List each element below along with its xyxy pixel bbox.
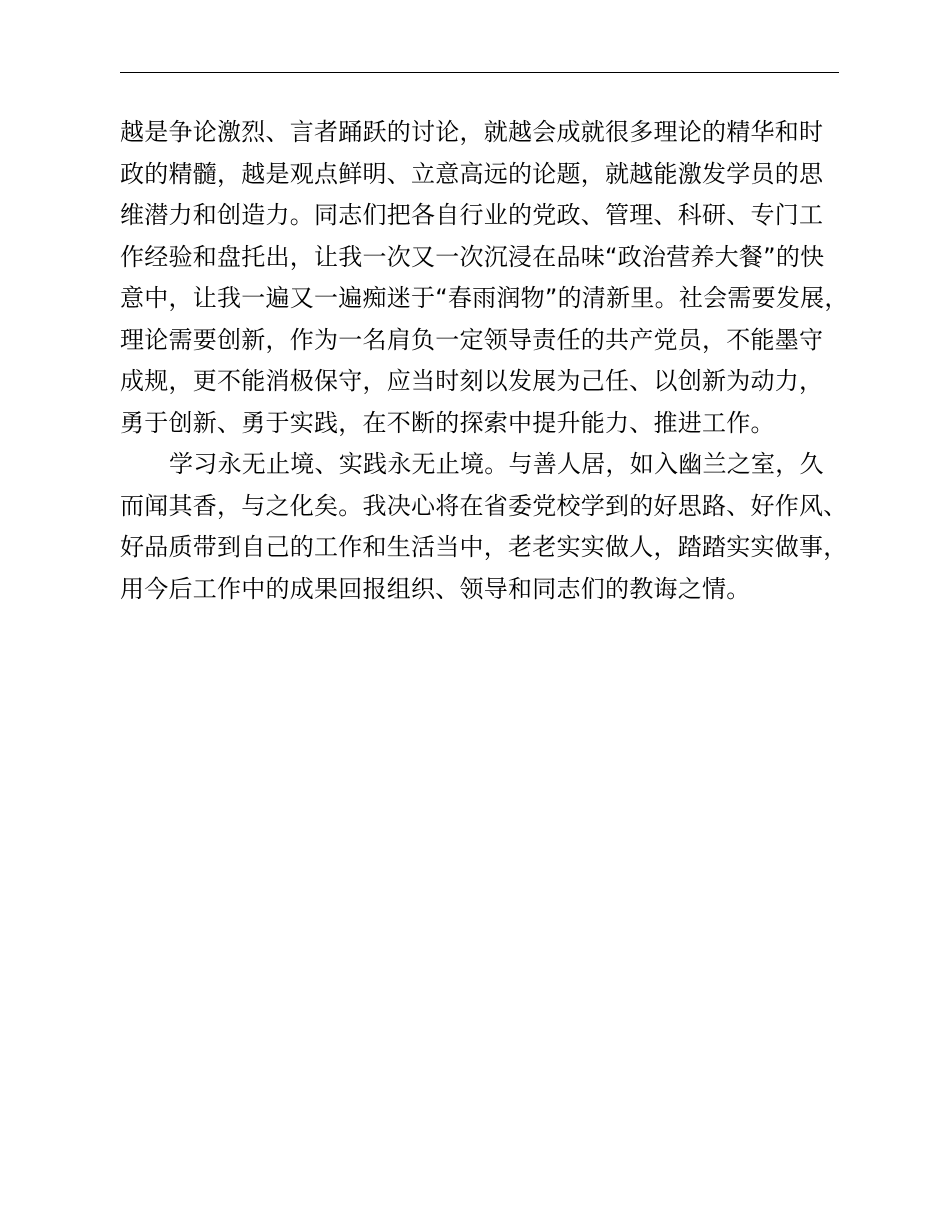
paragraph-line: 作经验和盘托出，让我一次又一次沉浸在品味“政治营养大餐”的快: [120, 242, 825, 271]
paragraph-line: 政的精髓，越是观点鲜明、立意高远的论题，就越能激发学员的思: [120, 159, 824, 188]
paragraph-1: [120, 112, 865, 444]
paragraph-line: 意中，让我一遍又一遍痴迷于“春雨润物”的清新里。社会需要发展，: [120, 284, 849, 312]
paragraph-line: 理论需要创新，作为一名肩负一定领导责任的共产党员，不能墨守: [120, 325, 824, 354]
paragraph-line: 成规，更不能消极保守，应当时刻以发展为己任、以创新为动力，: [120, 367, 824, 395]
paragraph-line: 越是争论激烈、言者踊跃的讨论，就越会成就很多理论的精华和时: [120, 118, 824, 146]
paragraph-2: [120, 444, 865, 610]
document-body: [120, 112, 865, 610]
paragraph-line: 维潜力和创造力。同志们把各自行业的党政、管理、科研、专门工: [120, 201, 824, 229]
paragraph-line: 学习永无止境、实践永无止境。与善人居，如入幽兰之室，久: [169, 450, 824, 478]
paragraph-line: 好品质带到自己的工作和生活当中，老老实实做人，踏踏实实做事，: [120, 533, 848, 561]
paragraph-line: 用今后工作中的成果回报组织、领导和同志们的教诲之情。: [120, 574, 751, 603]
header-rule: [120, 72, 839, 73]
paragraph-line: 而闻其香，与之化矣。我决心将在省委党校学到的好思路、好作风、: [120, 491, 848, 520]
paragraph-line: 勇于创新、勇于实践，在不断的探索中提升能力、推进工作。: [120, 408, 775, 437]
